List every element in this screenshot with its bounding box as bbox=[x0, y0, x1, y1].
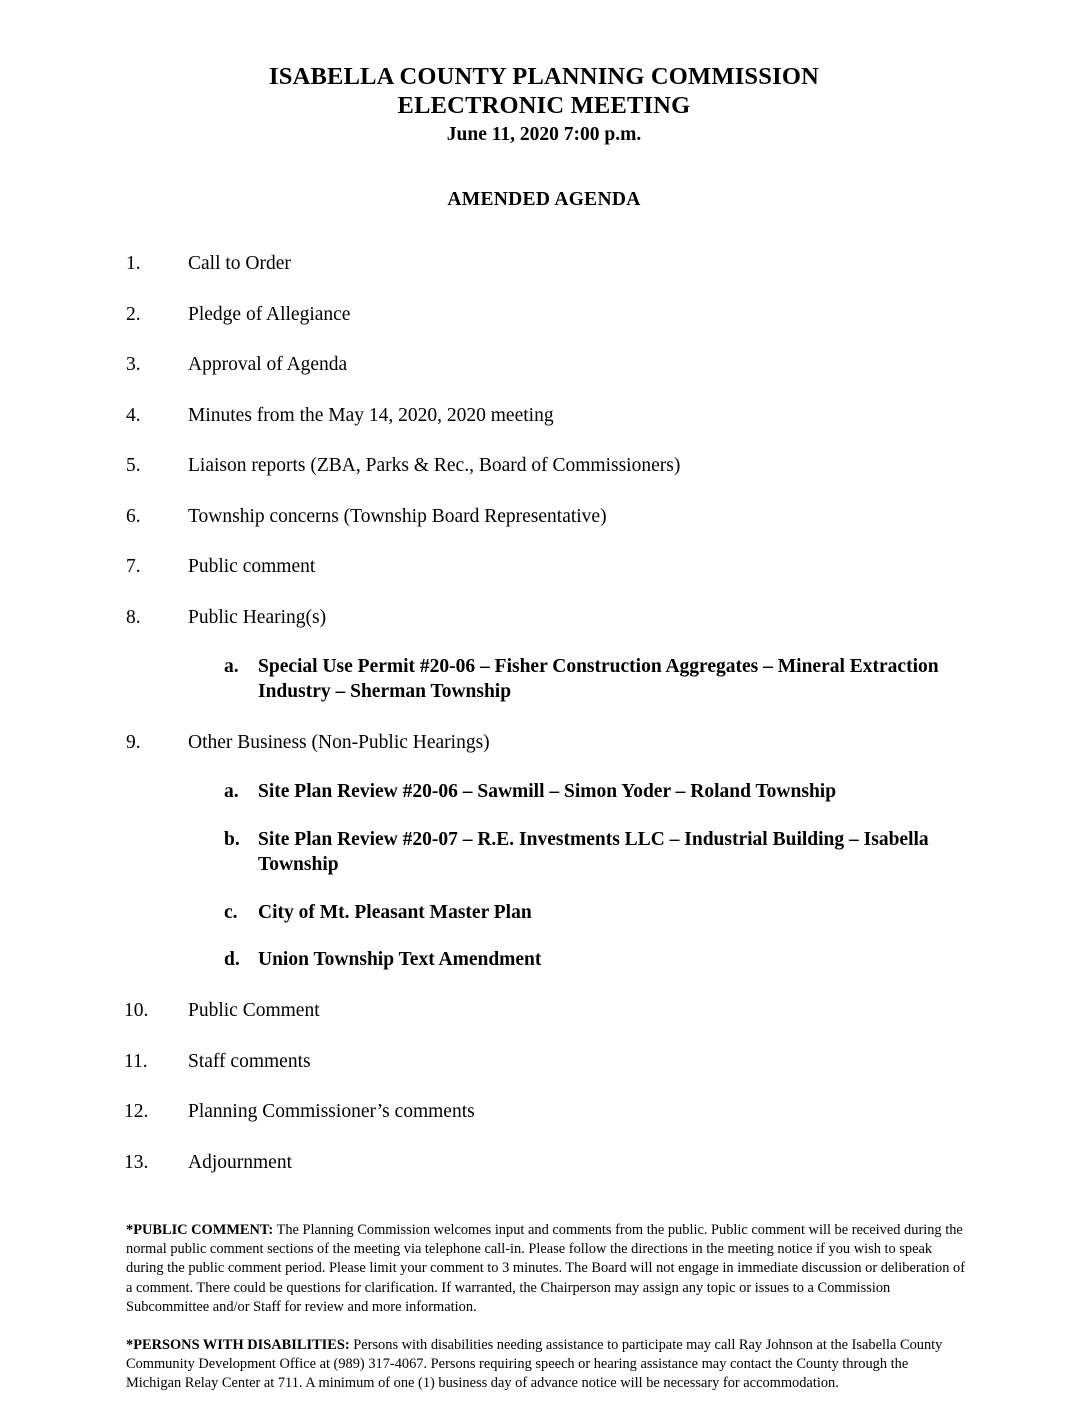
footnote-body: The Planning Commission welcomes input and comments from the public. Public comment will be received during the normal public comment sections of the meeting via telephone call-in. Please follow the directions in the meeting notice if you wish to speak during the public comment period. Please limit your comment to 3 minutes. The Board will not engage in immediate discussion or deliberation of a comment. There could be questions for clarification. If warranted, the Chairperson may assign any topic or issues to a Commission Subcommittee and/or Staff for review and more information. bbox=[126, 1221, 966, 1316]
agenda-item-number: 4. bbox=[126, 404, 141, 426]
agenda-item bbox=[0, 731, 1088, 973]
agenda-item bbox=[0, 999, 1088, 1023]
agenda-subitem-letter: b. bbox=[224, 828, 240, 850]
agenda-subitem-letter: c. bbox=[224, 901, 238, 923]
agenda-item-label: Township concerns (Township Board Representative) bbox=[188, 505, 607, 527]
agenda-item-label: Liaison reports (ZBA, Parks & Rec., Board of Commissioners) bbox=[188, 455, 681, 476]
agenda-item-label: Other Business (Non-Public Hearings) bbox=[188, 732, 490, 753]
agenda-item-number: 1. bbox=[126, 253, 141, 274]
footnotes-section bbox=[0, 1221, 1088, 1394]
agenda-item-number: 7. bbox=[126, 556, 141, 577]
agenda-item-label: Adjournment bbox=[188, 1151, 292, 1173]
agenda-subitem-list bbox=[0, 654, 1088, 705]
agenda-item-label: Public comment bbox=[188, 556, 316, 577]
agenda-subitem-label: Special Use Permit #20-06 – Fisher Construction Aggregates – Mineral Extraction Industry – Sherman Township bbox=[258, 655, 939, 702]
agenda-subitem-list bbox=[0, 779, 1088, 973]
agenda-item-number: 3. bbox=[126, 354, 141, 375]
footnote-label: *PUBLIC COMMENT: bbox=[126, 1221, 274, 1238]
agenda-item-number: 6. bbox=[126, 505, 141, 527]
agenda-subitem bbox=[0, 779, 1088, 805]
agenda-subitem-letter: a. bbox=[224, 781, 239, 802]
agenda-item-label: Minutes from the May 14, 2020, 2020 meeting bbox=[188, 404, 554, 426]
agenda-subitem bbox=[0, 900, 1088, 926]
agenda-subitem bbox=[0, 947, 1088, 973]
agenda-item bbox=[0, 404, 1088, 428]
agenda-subitem-label: Site Plan Review #20-07 – R.E. Investments LLC – Industrial Building – Isabella Township bbox=[258, 828, 929, 875]
agenda-item-number: 2. bbox=[126, 303, 141, 325]
agenda-item bbox=[0, 303, 1088, 327]
agenda-item bbox=[0, 555, 1088, 579]
agenda-item-number: 5. bbox=[126, 455, 141, 476]
footnote-label: *PERSONS WITH DISABILITIES: bbox=[126, 1336, 350, 1353]
agenda-item-number: 10. bbox=[124, 1000, 149, 1021]
agenda-item bbox=[0, 353, 1088, 377]
agenda-item-label: Approval of Agenda bbox=[188, 354, 348, 375]
agenda-item-number: 8. bbox=[126, 606, 141, 628]
footnote-body: Persons with disabilities needing assistance to participate may call Ray Johnson at the Isabella County Community Development Office at (989) 317-4067. Persons requiring speech or hearing assistance may contact the County through the Michigan Relay Center at 711. A minimum of one (1) business day of advance notice will be necessary for accommodation. bbox=[126, 1336, 943, 1392]
agenda-item bbox=[0, 1151, 1088, 1175]
agenda-item bbox=[0, 505, 1088, 529]
agenda-subitem bbox=[0, 654, 1088, 705]
agenda-subitem bbox=[0, 827, 1088, 878]
agenda-item-number: 12. bbox=[124, 1101, 149, 1122]
agenda-subitem-label: Site Plan Review #20-06 – Sawmill – Simon Yoder – Roland Township bbox=[258, 781, 837, 802]
agenda-subitem-label: City of Mt. Pleasant Master Plan bbox=[258, 901, 532, 923]
agenda-item bbox=[0, 606, 1088, 705]
agenda-item bbox=[0, 1100, 1088, 1124]
agenda-item-label: Call to Order bbox=[188, 253, 291, 274]
agenda-item-number: 11. bbox=[124, 1050, 148, 1072]
agenda-item-label: Planning Commissioner’s comments bbox=[188, 1101, 475, 1122]
agenda-item-label: Public Hearing(s) bbox=[188, 606, 327, 628]
document-header bbox=[0, 0, 1088, 211]
agenda-item-label: Public Comment bbox=[188, 1000, 320, 1021]
meeting-datetime: June 11, 2020 7:00 p.m. bbox=[446, 124, 642, 145]
agenda-list bbox=[0, 252, 1088, 1175]
agenda-subitem-letter: a. bbox=[224, 655, 239, 677]
agenda-label: AMENDED AGENDA bbox=[447, 189, 641, 210]
agenda-item-label: Staff comments bbox=[188, 1050, 311, 1072]
agenda-item-number: 9. bbox=[126, 732, 141, 753]
footnote bbox=[126, 1221, 966, 1318]
page-title-line2: ELECTRONIC MEETING bbox=[397, 92, 691, 119]
agenda-item bbox=[0, 1050, 1088, 1074]
agenda-subitem-letter: d. bbox=[224, 949, 240, 970]
agenda-item bbox=[0, 252, 1088, 276]
page-title-line1: ISABELLA COUNTY PLANNING COMMISSION bbox=[269, 63, 819, 90]
agenda-subitem-label: Union Township Text Amendment bbox=[258, 949, 542, 970]
agenda-item bbox=[0, 454, 1088, 478]
agenda-item-number: 13. bbox=[124, 1151, 149, 1173]
footnote bbox=[126, 1336, 966, 1394]
agenda-item-label: Pledge of Allegiance bbox=[188, 303, 351, 325]
